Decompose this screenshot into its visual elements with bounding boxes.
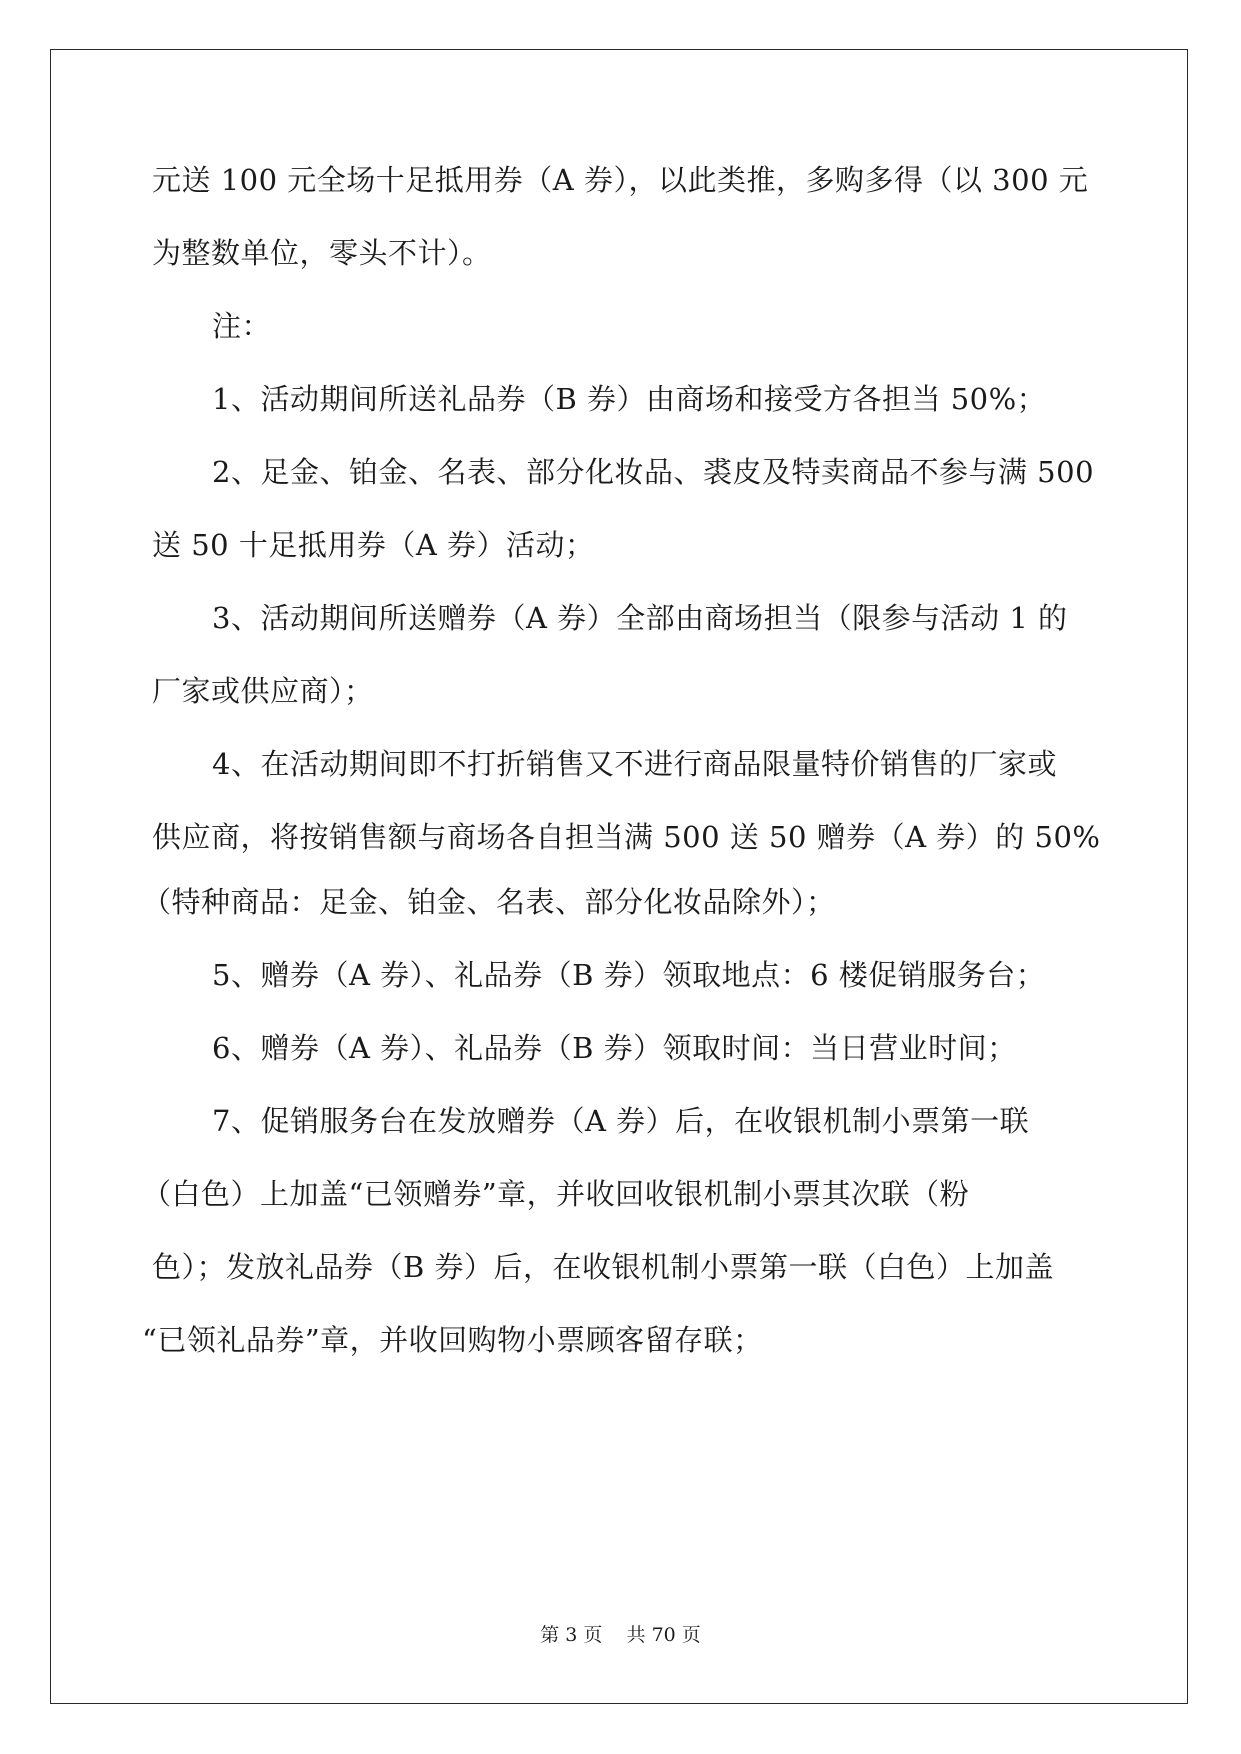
note-item-3: 3、活动期间所送赠券（A 券）全部由商场担当（限参与活动 1 的 <box>212 601 1068 635</box>
note-item-5: 5、赠券（A 券）、礼品券（B 券）领取地点：6 楼促销服务台； <box>212 958 1046 992</box>
paragraph-line: （特种商品：足金、铂金、名表、部分化妆品除外）； <box>142 885 836 919</box>
paragraph-line: “已领礼品券”章，并收回购物小票顾客留存联； <box>142 1323 763 1357</box>
paragraph-line: （白色）上加盖“已领赠券”章，并收回收银机制小票其次联（粉 <box>142 1177 970 1211</box>
paragraph-line: 为整数单位，零头不计）。 <box>152 236 492 270</box>
note-heading: 注： <box>212 309 272 343</box>
paragraph-line: 色）；发放礼品券（B 券）后，在收银机制小票第一联（白色）上加盖 <box>152 1250 1055 1284</box>
note-item-4: 4、在活动期间即不打折销售又不进行商品限量特价销售的厂家或 <box>212 747 1057 781</box>
paragraph-line: 送 50 十足抵用券（A 券）活动； <box>152 528 595 562</box>
note-item-2: 2、足金、铂金、名表、部分化妆品、裘皮及特卖商品不参与满 500 <box>212 455 1095 489</box>
page-number: 第 3 页 共 70 页 <box>540 1624 701 1646</box>
paragraph-line: 供应商，将按销售额与商场各自担当满 500 送 50 赠券（A 券）的 50% <box>152 820 1101 854</box>
paragraph-line: 厂家或供应商）； <box>152 674 374 708</box>
paragraph-line: 元送 100 元全场十足抵用券（A 券），以此类推，多购多得（以 300 元 <box>152 163 1089 197</box>
note-item-1: 1、活动期间所送礼品券（B 券）由商场和接受方各担当 50%； <box>212 382 1047 416</box>
page-border <box>50 49 1188 1704</box>
note-item-7: 7、促销服务台在发放赠券（A 券）后，在收银机制小票第一联 <box>212 1104 1030 1138</box>
note-item-6: 6、赠券（A 券）、礼品券（B 券）领取时间：当日营业时间； <box>212 1031 1017 1065</box>
